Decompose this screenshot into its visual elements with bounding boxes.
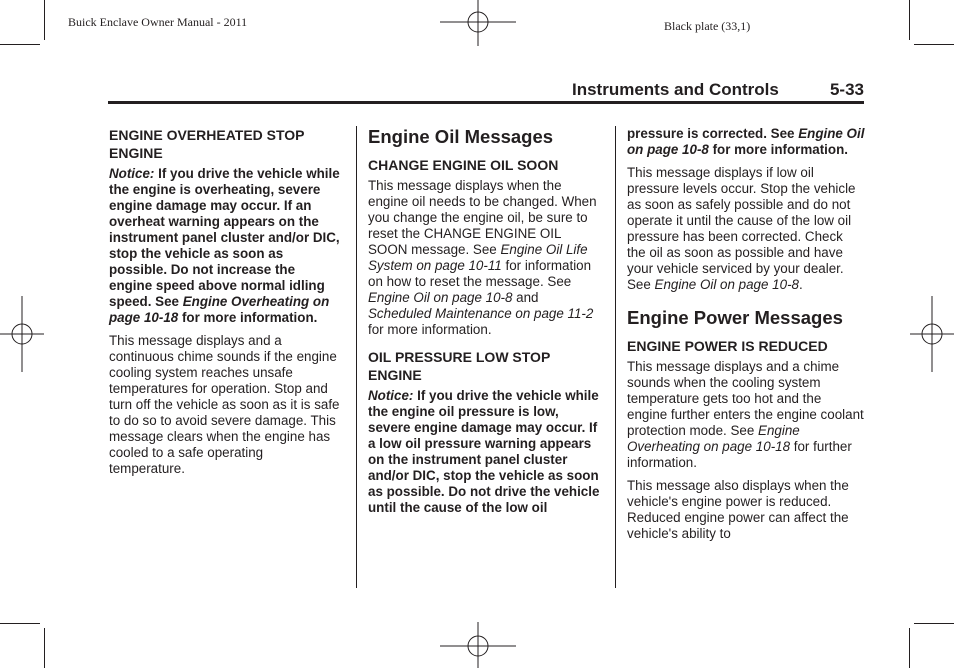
body-change-oil: This message displays when the engine oil needs to be changed. When you change the engine oil, be sure to reset the CHANGE ENGINE OIL SOON message. See Engine Oil Life System on page 10-11 for information on how to reset the message. See Engine Oil on page 10-8 and Scheduled Maintenance on page 11-2 for more information. <box>368 178 597 337</box>
column-3 <box>627 126 865 549</box>
registration-mark-bottom <box>440 622 516 668</box>
crop-mark <box>44 0 45 40</box>
body-overheat: This message displays and a continuous chime sounds if the engine cooling system reaches unsafe temperatures for operation. Stop and turn off the vehicle as soon as it is safe to do so to avoid severe damage. This message clears when the engine has cooled to a safe operating temperature. <box>109 333 340 476</box>
column-1 <box>109 126 341 484</box>
manual-title: Buick Enclave Owner Manual - 2011 <box>68 15 248 29</box>
crop-mark <box>914 44 954 45</box>
ref-engine-overheating[interactable]: Engine Overheating on page 10-18 <box>627 423 800 454</box>
crop-mark <box>0 623 40 624</box>
header-rule <box>108 101 864 104</box>
notice-tail: for more information. <box>178 310 318 325</box>
notice-label: Notice: <box>368 388 414 403</box>
notice-label: Notice: <box>109 166 155 181</box>
column-divider <box>356 126 357 588</box>
body-power-reduced-2: This message also displays when the vehicle's engine power is reduced. Reduced engine power can affect the vehicle's ability to <box>627 478 849 541</box>
ref-engine-overheating[interactable]: Engine Overheating on page 10-18 <box>109 294 330 325</box>
title-engine-power-messages: Engine Power Messages <box>627 307 843 328</box>
notice-see: See <box>155 294 183 309</box>
column-2 <box>368 126 604 523</box>
registration-mark-top <box>440 0 516 46</box>
page-number: 5-33 <box>829 80 864 99</box>
title-engine-oil-messages: Engine Oil Messages <box>368 126 554 147</box>
crop-mark <box>0 44 40 45</box>
registration-mark-right <box>910 296 954 372</box>
notice-oil-pressure: Notice: If you drive the vehicle while the engine oil pressure is low, severe engine damage may occur. If a low oil pressure warning appears on the instrument panel cluster and/or DIC, stop the vehicle as soon as possible. Do not drive the vehicle until the cause of the low oil <box>368 388 600 515</box>
heading-engine-power-reduced: ENGINE POWER IS REDUCED <box>627 338 828 354</box>
plate-label: Black plate (33,1) <box>664 19 751 33</box>
body-oil-pressure: This message displays if low oil pressure levels occur. Stop the vehicle as soon as safely possible and do not operate it until the cause of the low oil pressure has been corrected. Check the oil as soon as possible and have your vehicle serviced by your dealer. See Engine Oil on page 10-8. <box>627 165 856 292</box>
registration-mark-left <box>0 296 44 372</box>
crop-mark <box>44 628 45 668</box>
column-divider <box>615 126 616 588</box>
notice-overheat <box>109 166 341 326</box>
crop-mark <box>914 623 954 624</box>
ref-engine-oil[interactable]: Engine Oil on page 10-8 <box>654 277 799 292</box>
ref-engine-oil[interactable]: Engine Oil on page 10-8 <box>627 126 865 157</box>
heading-engine-overheated: ENGINE OVERHEATED STOP ENGINE <box>109 127 305 161</box>
crop-mark <box>909 628 910 668</box>
notice-oil-pressure-cont: pressure is corrected. See Engine Oil on page 10-8 for more information. <box>627 126 865 157</box>
heading-oil-pressure-low: OIL PRESSURE LOW STOP ENGINE <box>368 349 551 383</box>
heading-change-engine-oil: CHANGE ENGINE OIL SOON <box>368 157 559 173</box>
ref-oil-life-system[interactable]: Engine Oil Life System on page 10-11 <box>368 242 588 273</box>
notice-text: If you drive the vehicle while the engine is overheating, severe engine damage may occur. If an overheat warning appears on the instrument panel cluster and/or DIC, stop the vehicle as soon as possible. Do not increase the engine speed above normal idling speed. <box>109 166 340 309</box>
crop-mark <box>909 0 910 40</box>
section-title: Instruments and Controls <box>572 80 779 99</box>
ref-engine-oil[interactable]: Engine Oil on page 10-8 <box>368 290 513 305</box>
section-header <box>572 80 864 100</box>
body-power-reduced: This message displays and a chime sounds when the cooling system temperature gets too hot and the engine further enters the engine coolant protection mode. See Engine Overheating on page 10-18 for further information. <box>627 359 864 470</box>
ref-scheduled-maintenance[interactable]: Scheduled Maintenance on page 11-2 <box>368 306 594 321</box>
